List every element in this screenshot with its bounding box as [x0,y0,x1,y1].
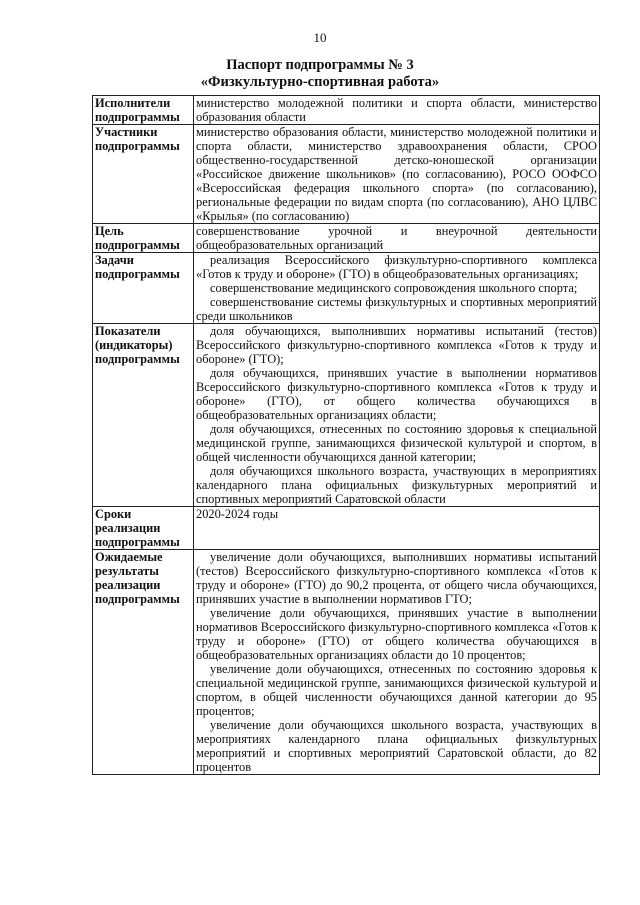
table-row [93,324,600,507]
content-paragraph: доля обучающихся, выполнивших нормативы испытаний (тестов) Всероссийского физкультурно-спортивного комплекса «Готов к труду и обороне» (ГТО); [196,324,597,366]
row-content [194,550,600,775]
row-label: Ожидаемые результаты реализации подпрограммы [93,550,194,775]
row-content [194,253,600,324]
row-content [194,224,600,253]
content-paragraph: 2020-2024 годы [196,507,279,521]
row-content [194,96,600,125]
content-paragraph: увеличение доли обучающихся, отнесенных по состоянию здоровья к специальной медицинской группе, занимающихся физической культурой и спортом, в общей численности обучающихся данной категории до 95 процентов; [196,662,597,718]
row-content [194,507,600,550]
content-paragraph: совершенствование медицинского сопровождения школьного спорта; [210,281,578,295]
content-paragraph: увеличение доли обучающихся, принявших участие в выполнении нормативов Всероссийского физкультурно-спортивного комплекса «Готов к труду и обороне» (ГТО) от общего количества обучающихся в общеобразовательных организациях области до 10 процентов; [196,606,597,662]
content-paragraph: министерство образования области, министерство молодежной политики и спорта области, министерство здравоохранения области, СРОО общественно-государственной детско-юношеской организации «Российское движение школьников» (по согласованию), РОСО ООФСО «Всероссийская федерация школьного спорта» (по согласованию), региональные федерации по видам спорта (по согласованию), АНО ЦЛВС «Крылья» (по согласованию) [196,125,597,223]
passport-table-body [93,96,600,775]
row-content [194,324,600,507]
content-paragraph: доля обучающихся, принявших участие в выполнении нормативов Всероссийского физкультурно-спортивного комплекса «Готов к труду и обороне» (ГТО), от общего количества обучающихся в общеобразовательных организациях области; [196,366,597,422]
content-paragraph: совершенствование урочной и внеурочной деятельности общеобразовательных организаций [196,224,597,252]
title-line-1: Паспорт подпрограммы № 3 [226,57,414,73]
content-paragraph: доля обучающихся школьного возраста, участвующих в мероприятиях календарного плана официальных физкультурных мероприятий и спортивных мероприятий Саратовской области [196,464,597,506]
content-paragraph: реализация Всероссийского физкультурно-спортивного комплекса «Готов к труду и обороне» (ГТО) в общеобразовательных организациях; [196,253,597,281]
content-paragraph: министерство молодежной политики и спорта области, министерство образования области [196,96,597,124]
table-row [93,96,600,125]
row-content [194,125,600,224]
page-number: 10 [313,30,327,45]
table-row [93,253,600,324]
content-paragraph: увеличение доли обучающихся, выполнивших нормативы испытаний (тестов) Всероссийского физкультурно-спортивного комплекса «Готов к труду и обороне» (ГТО) до 90,2 процента, от общего числа обучающихся, принявших участие в выполнении нормативов ГТО; [196,550,597,606]
row-label: Цель подпрограммы [93,224,194,253]
title-line-2: «Физкультурно-спортивная работа» [200,74,440,90]
row-label: Участники подпрограммы [93,125,194,224]
row-label: Показатели (индикаторы) подпрограммы [93,324,194,507]
row-label: Исполнители подпрограммы [93,96,194,125]
table-row [93,550,600,775]
row-label: Сроки реализации подпрограммы [93,507,194,550]
content-paragraph: совершенствование системы физкультурных и спортивных мероприятий среди школьников [196,295,597,323]
table-row [93,507,600,550]
row-label: Задачи подпрограммы [93,253,194,324]
table-row [93,125,600,224]
document-title [0,57,640,91]
table-row [93,224,600,253]
content-paragraph: доля обучающихся, отнесенных по состоянию здоровья к специальной медицинской группе, занимающихся физической культурой и спортом, в общей численности обучающихся данной категории; [196,422,597,464]
passport-table [92,95,600,775]
content-paragraph: увеличение доли обучающихся школьного возраста, участвующих в мероприятиях календарного плана официальных физкультурных мероприятий и спортивных мероприятий Саратовской области, до 82 процентов [196,718,597,774]
